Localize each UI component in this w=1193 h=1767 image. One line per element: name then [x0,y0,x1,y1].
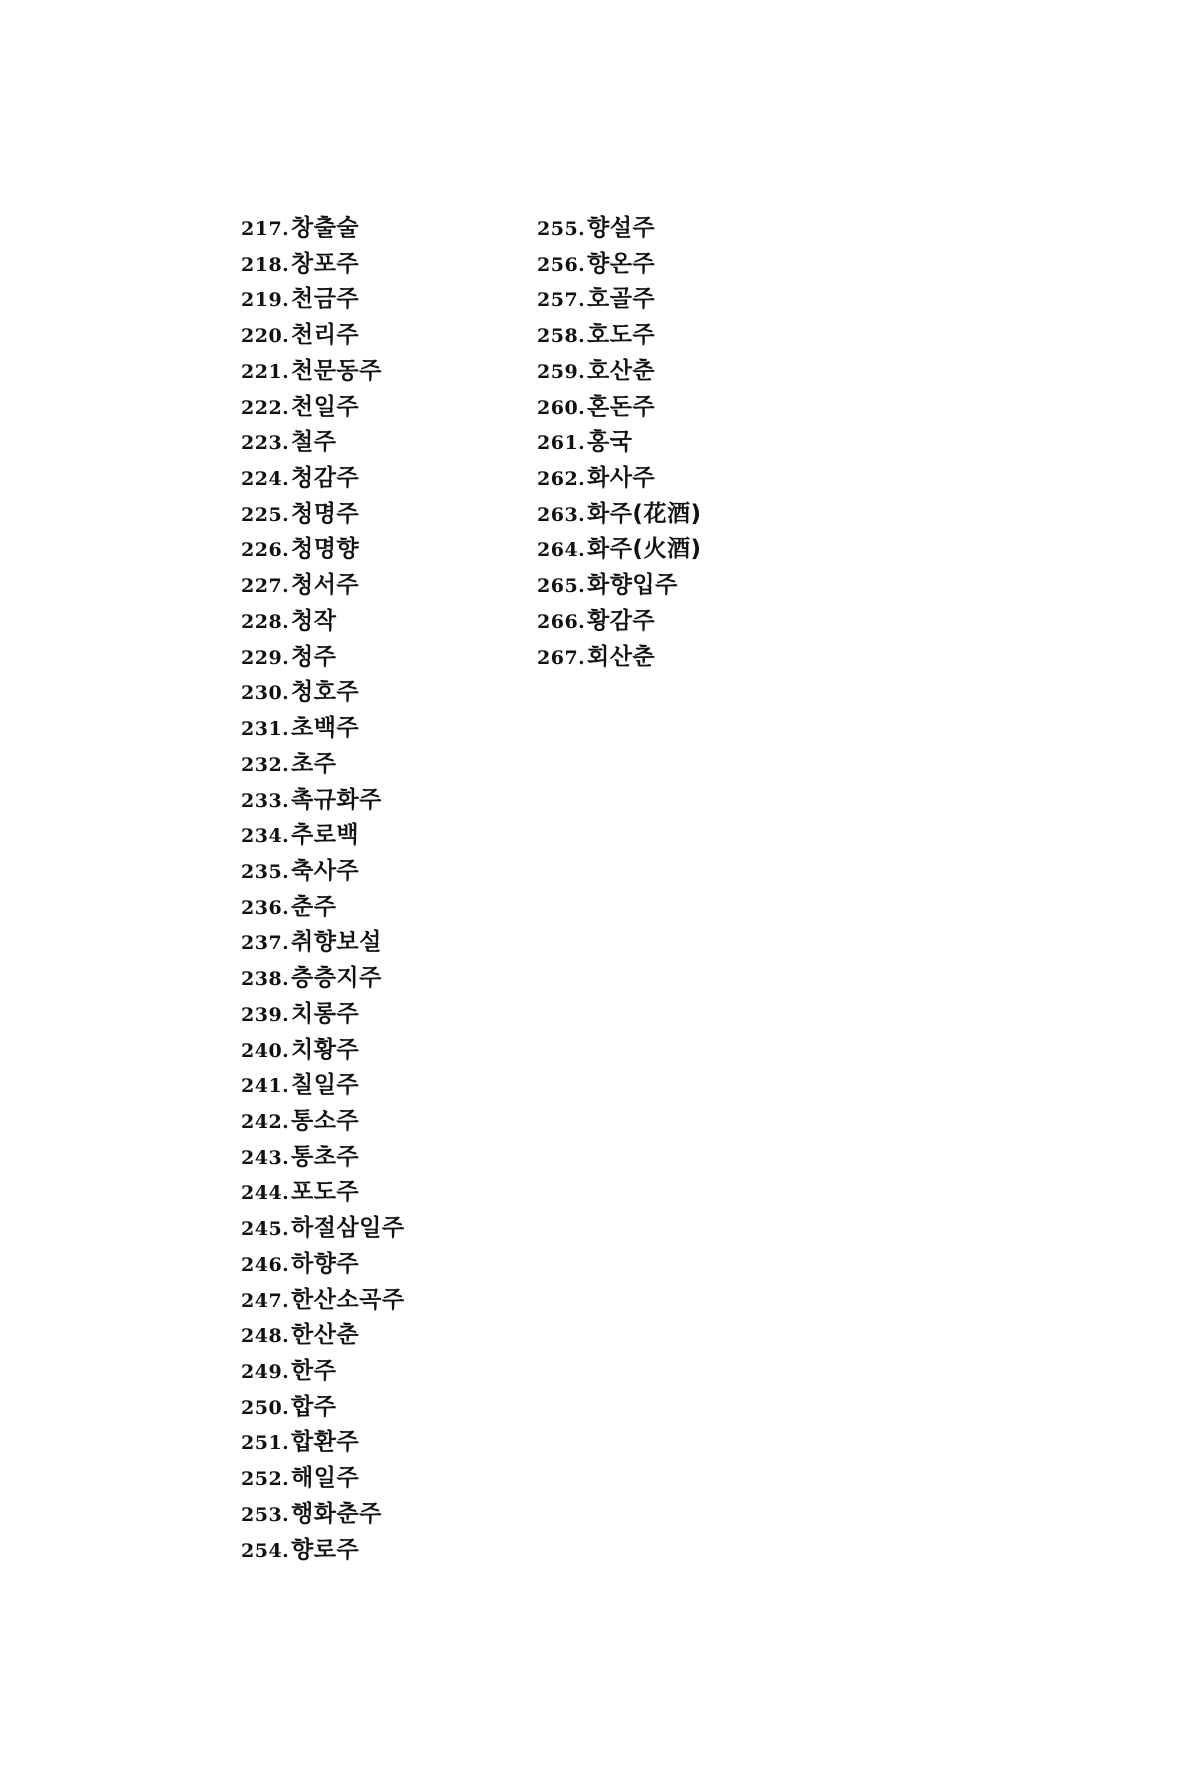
entry-number: 250. [241,1396,290,1419]
entry-number: 242. [241,1110,290,1133]
entry-number: 225. [241,503,290,526]
entry-number: 230. [241,682,290,705]
entry-number: 245. [241,1218,290,1241]
entry-name: 향로주 [291,1536,360,1563]
list-item [241,1461,405,1497]
list-item [241,1140,405,1176]
entry-number: 254. [241,1539,290,1562]
entry-name: 호도주 [587,322,656,349]
list-item [537,354,701,390]
list-item [241,640,405,676]
entry-name: 황감주 [587,607,656,634]
entry-number: 251. [241,1432,290,1455]
entry-name: 창포주 [291,250,360,277]
entry-number: 224. [241,468,290,491]
entry-name: 청작 [291,607,337,634]
entry-name: 홍국 [587,429,633,456]
entry-name: 천일주 [291,393,360,420]
entry-number: 244. [241,1182,290,1205]
list-item [241,532,405,568]
entry-list-left [241,211,405,1568]
list-item [241,925,405,961]
entry-number: 240. [241,1039,290,1062]
list-item [241,890,405,926]
entry-number: 264. [537,539,586,562]
entry-number: 241. [241,1075,290,1098]
entry-name: 회산춘 [587,643,656,670]
entry-list-right [537,211,701,675]
entry-number: 220. [241,325,290,348]
entry-name: 천리주 [291,322,360,349]
list-item [241,1425,405,1461]
list-item [241,1390,405,1426]
entry-name: 청서주 [291,572,360,599]
entry-name: 칠일주 [291,1072,360,1099]
list-item [241,390,405,426]
list-item [241,675,405,711]
list-item [241,961,405,997]
list-item [241,854,405,890]
list-item [241,818,405,854]
list-item [537,604,701,640]
list-item [537,211,701,247]
entry-name: 축사주 [291,857,360,884]
entry-name: 청명향 [291,536,360,563]
entry-name: 화주(火酒) [587,536,702,563]
list-item [241,1497,405,1533]
entry-name: 호골주 [587,286,656,313]
list-item [241,211,405,247]
entry-name: 합환주 [291,1429,360,1456]
list-item [241,1247,405,1283]
entry-number: 217. [241,218,290,240]
entry-number: 227. [241,575,290,598]
entry-number: 235. [241,860,290,883]
entry-number: 253. [241,1503,290,1526]
list-item [241,783,405,819]
entry-name: 창출술 [291,215,360,241]
entry-name: 통소주 [291,1107,360,1134]
list-item [241,604,405,640]
entry-number: 237. [241,932,290,955]
entry-number: 243. [241,1146,290,1169]
entry-number: 239. [241,1003,290,1026]
entry-name: 취향보설 [291,929,382,956]
entry-name: 치롱주 [291,1000,360,1027]
entry-number: 226. [241,539,290,562]
entry-number: 222. [241,396,290,419]
entry-number: 259. [537,360,586,383]
list-item [241,1354,405,1390]
entry-number: 218. [241,253,290,276]
entry-number: 229. [241,646,290,669]
entry-name: 포도주 [291,1179,360,1206]
entry-number: 263. [537,503,586,526]
entry-number: 257. [537,289,586,312]
list-item [241,1033,405,1069]
entry-number: 231. [241,718,290,741]
entry-number: 219. [241,289,290,312]
entry-name: 화주(花酒) [587,500,702,527]
entry-name: 초백주 [291,715,360,742]
list-item [241,1104,405,1140]
entry-name: 한산소곡주 [291,1286,405,1313]
list-item [241,425,405,461]
list-item [241,1283,405,1319]
list-item [241,318,405,354]
entry-name: 청감주 [291,465,360,492]
list-item [241,497,405,533]
list-item [537,497,701,533]
entry-name: 천문동주 [291,357,382,384]
entry-name: 화향입주 [587,572,678,599]
entry-number: 223. [241,432,290,455]
list-item [537,318,701,354]
entry-number: 267. [537,646,586,669]
entry-name: 향온주 [587,250,656,277]
list-item [537,568,701,604]
entry-name: 행화춘주 [291,1500,382,1527]
entry-number: 256. [537,253,586,276]
entry-name: 통초주 [291,1143,360,1170]
list-item [241,747,405,783]
entry-number: 249. [241,1361,290,1383]
list-item [537,390,701,426]
entry-name: 층층지주 [291,965,382,992]
list-item [537,425,701,461]
list-item [241,1211,405,1247]
entry-name: 청명주 [291,500,360,527]
entry-number: 221. [241,360,290,383]
entry-number: 260. [537,396,586,419]
entry-number: 236. [241,896,290,919]
entry-name: 하절삼일주 [291,1215,405,1242]
list-item [537,640,701,676]
entry-number: 246. [241,1253,290,1276]
list-item [537,247,701,283]
list-item [241,1068,405,1104]
entry-name: 해일주 [291,1465,360,1492]
entry-number: 261. [537,432,586,455]
entry-name: 철주 [291,429,337,456]
entry-name: 합주 [291,1393,337,1420]
entry-number: 255. [537,218,586,240]
entry-number: 266. [537,610,586,633]
entry-number: 233. [241,789,290,812]
entry-name: 청주 [291,643,337,670]
entry-number: 265. [537,575,586,598]
entry-number: 248. [241,1325,290,1348]
entry-name: 치황주 [291,1036,360,1063]
entry-name: 호산춘 [587,357,656,384]
entry-number: 252. [241,1468,290,1491]
list-item [241,282,405,318]
entry-number: 238. [241,968,290,991]
list-item [241,354,405,390]
entry-number: 247. [241,1289,290,1312]
entry-number: 228. [241,610,290,633]
list-item [537,282,701,318]
entry-number: 262. [537,468,586,491]
list-item [537,461,701,497]
entry-name: 춘주 [291,893,337,920]
list-item [241,1175,405,1211]
entry-number: 258. [537,325,586,348]
list-item [241,1318,405,1354]
entry-number: 234. [241,825,290,848]
entry-name: 천금주 [291,286,360,313]
entry-name: 화사주 [587,465,656,492]
entry-name: 향설주 [587,215,656,241]
entry-name: 한주 [291,1358,337,1384]
entry-number: 232. [241,753,290,776]
entry-name: 혼돈주 [587,393,656,420]
list-item [241,461,405,497]
entry-name: 하향주 [291,1250,360,1277]
list-item [241,1533,405,1569]
list-item [241,568,405,604]
entry-name: 청호주 [291,679,360,706]
list-item [241,997,405,1033]
entry-name: 촉규화주 [291,786,382,813]
list-item [241,247,405,283]
entry-name: 초주 [291,750,337,777]
entry-name: 추로백 [291,822,360,849]
list-item [241,711,405,747]
list-item [537,532,701,568]
entry-name: 한산춘 [291,1322,360,1349]
